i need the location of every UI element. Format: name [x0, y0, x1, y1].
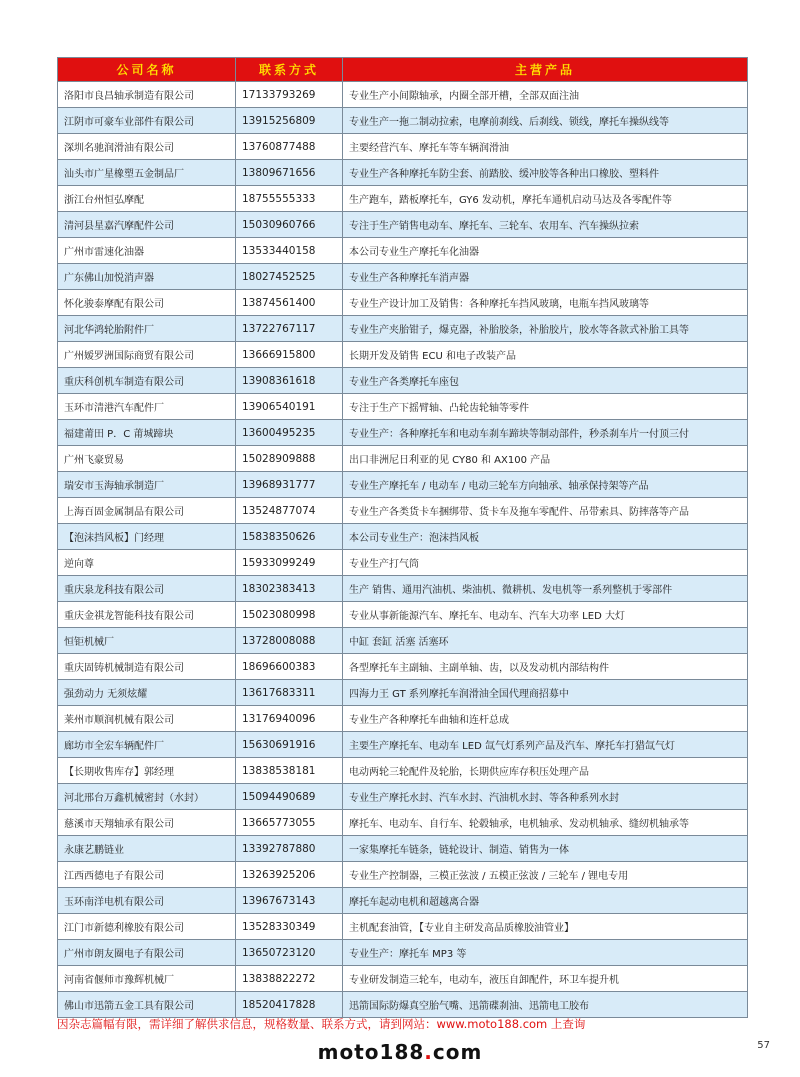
company-cell: 河南省偃师市豫辉机械厂	[58, 966, 236, 992]
header-contact: 联系方式	[236, 58, 343, 82]
brand-suffix: com	[432, 1040, 483, 1064]
product-cell: 专业生产各类摩托车座包	[343, 368, 748, 394]
company-cell: 江西西德电子有限公司	[58, 862, 236, 888]
company-cell: 江阴市可豪车业部件有限公司	[58, 108, 236, 134]
product-cell: 专业生产控制器，三模正弦波 / 五模正弦波 / 三轮车 / 锂电专用	[343, 862, 748, 888]
phone-cell: 15933099249	[236, 550, 343, 576]
company-cell: 重庆泉龙科技有限公司	[58, 576, 236, 602]
product-cell: 本公司专业生产摩托车化油器	[343, 238, 748, 264]
company-cell: 清河县星嘉汽摩配件公司	[58, 212, 236, 238]
phone-cell: 13968931777	[236, 472, 343, 498]
phone-cell: 13666915800	[236, 342, 343, 368]
product-cell: 专业从事新能源汽车、摩托车、电动车、汽车大功率 LED 大灯	[343, 602, 748, 628]
product-cell: 专注于生产下摇臂轴、凸轮齿轮轴等零件	[343, 394, 748, 420]
table-row	[58, 238, 748, 264]
phone-cell: 13967673143	[236, 888, 343, 914]
product-cell: 专业生产夹胎钳子，爆克器，补胎胶条，补胎胶片，胶水等各款式补胎工具等	[343, 316, 748, 342]
product-cell: 专注于生产销售电动车、摩托车、三轮车、农用车、汽车操纵拉索	[343, 212, 748, 238]
phone-cell: 13874561400	[236, 290, 343, 316]
phone-cell: 15838350626	[236, 524, 343, 550]
product-cell: 专业生产一拖二制动拉索，电摩前刹线、后刹线、锁线，摩托车操纵线等	[343, 108, 748, 134]
company-cell: 【长期收售库存】郭经理	[58, 758, 236, 784]
company-cell: 广州飞豪贸易	[58, 446, 236, 472]
product-cell: 四海力王 GT 系列摩托车润滑油全国代理商招募中	[343, 680, 748, 706]
company-cell: 广州市朗友圈电子有限公司	[58, 940, 236, 966]
phone-cell: 18302383413	[236, 576, 343, 602]
company-cell: 强劲动力 无须炫耀	[58, 680, 236, 706]
phone-cell: 13915256809	[236, 108, 343, 134]
table-row	[58, 290, 748, 316]
phone-cell: 13524877074	[236, 498, 343, 524]
header-company: 公司名称	[58, 58, 236, 82]
table-body	[58, 82, 748, 1018]
product-cell: 各型摩托车主副轴、主副单轴、齿，以及发动机内部结构件	[343, 654, 748, 680]
table-row	[58, 914, 748, 940]
phone-cell: 13617683311	[236, 680, 343, 706]
product-cell: 专业生产各种摩托车曲轴和连杆总成	[343, 706, 748, 732]
table-row	[58, 264, 748, 290]
company-cell: 重庆金祺龙智能科技有限公司	[58, 602, 236, 628]
table-row	[58, 732, 748, 758]
table-row	[58, 706, 748, 732]
company-cell: 浙江台州恒弘摩配	[58, 186, 236, 212]
company-cell: 广州市雷速化油器	[58, 238, 236, 264]
product-cell: 本公司专业生产：泡沫挡风板	[343, 524, 748, 550]
table-row	[58, 472, 748, 498]
brand-logo	[0, 1040, 800, 1064]
phone-cell: 13838822272	[236, 966, 343, 992]
table-row	[58, 888, 748, 914]
company-cell: 河北华鸿轮胎附件厂	[58, 316, 236, 342]
product-cell: 一家集摩托车链条，链轮设计、制造、销售为一体	[343, 836, 748, 862]
company-cell: 重庆科创机车制造有限公司	[58, 368, 236, 394]
phone-cell: 13760877488	[236, 134, 343, 160]
company-cell: 瑞安市玉海轴承制造厂	[58, 472, 236, 498]
phone-cell: 13176940096	[236, 706, 343, 732]
product-cell: 生产跑车，踏板摩托车，GY6 发动机，摩托车通机启动马达及各零配件等	[343, 186, 748, 212]
phone-cell: 18520417828	[236, 992, 343, 1018]
brand-dot: .	[424, 1040, 433, 1064]
table-row	[58, 862, 748, 888]
phone-cell: 15023080998	[236, 602, 343, 628]
product-cell: 专业生产摩托车 / 电动车 / 电动三轮车方向轴承、轴承保持架等产品	[343, 472, 748, 498]
phone-cell: 13528330349	[236, 914, 343, 940]
company-cell: 廊坊市全宏车辆配件厂	[58, 732, 236, 758]
company-cell: 深圳名驰润滑油有限公司	[58, 134, 236, 160]
table-row	[58, 628, 748, 654]
product-cell: 专业生产打气筒	[343, 550, 748, 576]
phone-cell: 15028909888	[236, 446, 343, 472]
product-cell: 出口非洲尼日利亚的见 CY80 和 AX100 产品	[343, 446, 748, 472]
company-cell: 河北邢台万鑫机械密封（水封）	[58, 784, 236, 810]
product-cell: 专业生产设计加工及销售：各种摩托车挡风玻璃，电瓶车挡风玻璃等	[343, 290, 748, 316]
company-cell: 重庆固铸机械制造有限公司	[58, 654, 236, 680]
product-cell: 迅箭国际防爆真空胎气嘴、迅箭碟刹油、迅箭电工胶布	[343, 992, 748, 1018]
product-cell: 长期开发及销售 ECU 和电子改装产品	[343, 342, 748, 368]
page-number: 57	[757, 1040, 770, 1051]
product-cell: 主要经营汽车、摩托车等车辆润滑油	[343, 134, 748, 160]
product-cell: 专业生产各类货卡车捆绑带、货卡车及拖车零配件、吊带索具、防摔落等产品	[343, 498, 748, 524]
product-cell: 电动两轮三轮配件及轮胎，长期供应库存积压处理产品	[343, 758, 748, 784]
phone-cell: 13722767117	[236, 316, 343, 342]
product-cell: 摩托车起动电机和超越离合器	[343, 888, 748, 914]
table-row	[58, 654, 748, 680]
phone-cell: 13908361618	[236, 368, 343, 394]
product-cell: 专业研发制造三轮车，电动车，液压自卸配件，环卫车提升机	[343, 966, 748, 992]
table-row	[58, 940, 748, 966]
table-row	[58, 966, 748, 992]
table-row	[58, 680, 748, 706]
product-cell: 专业生产摩托水封、汽车水封、汽油机水封、等各种系列水封	[343, 784, 748, 810]
table-row	[58, 498, 748, 524]
phone-cell: 13665773055	[236, 810, 343, 836]
table-row	[58, 342, 748, 368]
table-row	[58, 602, 748, 628]
table-row	[58, 810, 748, 836]
table-row	[58, 186, 748, 212]
company-cell: 洛阳市良昌轴承制造有限公司	[58, 82, 236, 108]
table-row	[58, 394, 748, 420]
product-cell: 主要生产摩托车、电动车 LED 氙气灯系列产品及汽车、摩托车打猎氙气灯	[343, 732, 748, 758]
company-cell: 恒钜机械厂	[58, 628, 236, 654]
table-row	[58, 420, 748, 446]
phone-cell: 15030960766	[236, 212, 343, 238]
phone-cell: 18755555333	[236, 186, 343, 212]
brand-name: moto188	[317, 1040, 425, 1064]
company-cell: 福建莆田 P．C 莆城蹄块	[58, 420, 236, 446]
company-cell: 佛山市迅箭五金工具有限公司	[58, 992, 236, 1018]
header-products: 主营产品	[343, 58, 748, 82]
company-cell: 玉环市清港汽车配件厂	[58, 394, 236, 420]
table-row	[58, 784, 748, 810]
table-row	[58, 992, 748, 1018]
company-cell: 上海百固金属制品有限公司	[58, 498, 236, 524]
company-cell: 广州嫒罗洲国际商贸有限公司	[58, 342, 236, 368]
product-cell: 专业生产各种摩托车消声器	[343, 264, 748, 290]
table-row	[58, 212, 748, 238]
phone-cell: 15630691916	[236, 732, 343, 758]
phone-cell: 13809671656	[236, 160, 343, 186]
company-cell: 江门市新德利橡胶有限公司	[58, 914, 236, 940]
table-row	[58, 576, 748, 602]
company-cell: 玉环南洋电机有限公司	[58, 888, 236, 914]
table-row	[58, 134, 748, 160]
phone-cell: 15094490689	[236, 784, 343, 810]
product-cell: 主机配套油管，【专业自主研发高品质橡胶油管业】	[343, 914, 748, 940]
product-cell: 中缸 套缸 活塞 活塞环	[343, 628, 748, 654]
product-cell: 摩托车、电动车、自行车、轮毂轴承，电机轴承、发动机轴承、缝纫机轴承等	[343, 810, 748, 836]
footer-notice: 因杂志篇幅有限，需详细了解供求信息，规格数量、联系方式，请到网站：www.moto188.com 上查询	[57, 1017, 586, 1031]
company-cell: 慈溪市天翔轴承有限公司	[58, 810, 236, 836]
table-row	[58, 550, 748, 576]
company-cell: 汕头市广星橡塑五金制品厂	[58, 160, 236, 186]
product-cell: 专业生产：摩托车 MP3 等	[343, 940, 748, 966]
phone-cell: 13533440158	[236, 238, 343, 264]
phone-cell: 13838538181	[236, 758, 343, 784]
table-row	[58, 316, 748, 342]
company-cell: 广东佛山加悦消声器	[58, 264, 236, 290]
table-row	[58, 368, 748, 394]
product-cell: 专业生产小间隙轴承，内圈全部开槽，全部双面注油	[343, 82, 748, 108]
phone-cell: 13906540191	[236, 394, 343, 420]
phone-cell: 18696600383	[236, 654, 343, 680]
phone-cell: 13392787880	[236, 836, 343, 862]
table-row	[58, 446, 748, 472]
company-cell: 莱州市顺润机械有限公司	[58, 706, 236, 732]
product-cell: 生产 销售、通用汽油机、柴油机、微耕机、发电机等一系列整机于零部件	[343, 576, 748, 602]
supplier-table	[57, 57, 748, 1018]
table-row	[58, 758, 748, 784]
phone-cell: 13650723120	[236, 940, 343, 966]
phone-cell: 17133793269	[236, 82, 343, 108]
product-cell: 专业生产各种摩托车防尘套、前踏胶、缓冲胶等各种出口橡胶、塑料件	[343, 160, 748, 186]
table-row	[58, 82, 748, 108]
phone-cell: 13728008088	[236, 628, 343, 654]
product-cell: 专业生产：各种摩托车和电动车刹车蹄块等制动部件，秒杀刹车片一付顶三付	[343, 420, 748, 446]
table-row	[58, 108, 748, 134]
company-cell: 怀化骏泰摩配有限公司	[58, 290, 236, 316]
company-cell: 【泡沫挡风板】门经理	[58, 524, 236, 550]
company-cell: 逆向尊	[58, 550, 236, 576]
table-row	[58, 524, 748, 550]
table-row	[58, 160, 748, 186]
table-row	[58, 836, 748, 862]
phone-cell: 13600495235	[236, 420, 343, 446]
company-cell: 永康艺鹏链业	[58, 836, 236, 862]
phone-cell: 18027452525	[236, 264, 343, 290]
table-header	[58, 58, 748, 82]
phone-cell: 13263925206	[236, 862, 343, 888]
